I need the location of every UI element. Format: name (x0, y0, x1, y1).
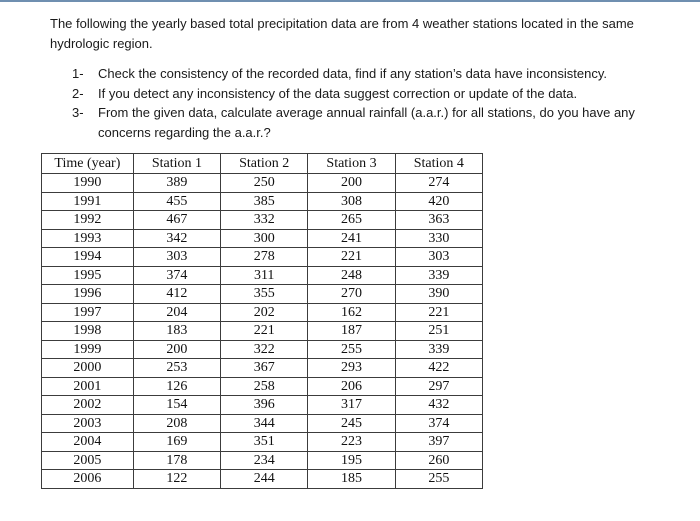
value-cell: 355 (221, 285, 308, 304)
value-cell: 293 (308, 359, 395, 378)
year-cell: 2001 (42, 377, 134, 396)
value-cell: 258 (221, 377, 308, 396)
value-cell: 241 (308, 229, 395, 248)
table-row (42, 248, 483, 267)
value-cell: 367 (221, 359, 308, 378)
question-text: If you detect any inconsistency of the data suggest correction or update of the data. (98, 85, 578, 101)
table-row (42, 470, 483, 489)
value-cell: 221 (395, 303, 482, 322)
year-cell: 1990 (42, 174, 134, 193)
value-cell: 122 (133, 470, 220, 489)
year-cell: 1992 (42, 211, 134, 230)
value-cell: 420 (395, 192, 482, 211)
value-cell: 204 (133, 303, 220, 322)
question-item (72, 84, 682, 104)
value-cell: 234 (221, 451, 308, 470)
value-cell: 154 (133, 396, 220, 415)
table-row (42, 192, 483, 211)
table-row (42, 303, 483, 322)
value-cell: 248 (308, 266, 395, 285)
value-cell: 270 (308, 285, 395, 304)
value-cell: 255 (395, 470, 482, 489)
value-cell: 374 (133, 266, 220, 285)
value-cell: 221 (221, 322, 308, 341)
value-cell: 390 (395, 285, 482, 304)
value-cell: 455 (133, 192, 220, 211)
year-cell: 2006 (42, 470, 134, 489)
year-cell: 1993 (42, 229, 134, 248)
header-cell: Station 1 (133, 154, 220, 174)
header-cell: Station 3 (308, 154, 395, 174)
value-cell: 245 (308, 414, 395, 433)
table-header-row (42, 154, 483, 174)
table-row (42, 211, 483, 230)
value-cell: 385 (221, 192, 308, 211)
year-cell: 2000 (42, 359, 134, 378)
year-cell: 2003 (42, 414, 134, 433)
value-cell: 244 (221, 470, 308, 489)
table-row (42, 340, 483, 359)
value-cell: 185 (308, 470, 395, 489)
value-cell: 389 (133, 174, 220, 193)
year-cell: 1995 (42, 266, 134, 285)
value-cell: 183 (133, 322, 220, 341)
value-cell: 206 (308, 377, 395, 396)
table-row (42, 229, 483, 248)
year-cell: 2004 (42, 433, 134, 452)
value-cell: 202 (221, 303, 308, 322)
header-cell: Time (year) (42, 154, 134, 174)
value-cell: 330 (395, 229, 482, 248)
table-row (42, 359, 483, 378)
table-row (42, 414, 483, 433)
table-row (42, 322, 483, 341)
value-cell: 374 (395, 414, 482, 433)
question-number: 1- (72, 66, 84, 81)
year-cell: 1991 (42, 192, 134, 211)
value-cell: 303 (133, 248, 220, 267)
year-cell: 1998 (42, 322, 134, 341)
value-cell: 265 (308, 211, 395, 230)
header-cell: Station 2 (221, 154, 308, 174)
value-cell: 250 (221, 174, 308, 193)
question-item (72, 103, 682, 142)
value-cell: 255 (308, 340, 395, 359)
value-cell: 303 (395, 248, 482, 267)
year-cell: 1997 (42, 303, 134, 322)
value-cell: 397 (395, 433, 482, 452)
value-cell: 351 (221, 433, 308, 452)
value-cell: 467 (133, 211, 220, 230)
value-cell: 342 (133, 229, 220, 248)
value-cell: 317 (308, 396, 395, 415)
value-cell: 253 (133, 359, 220, 378)
intro-paragraph: The following the yearly based total precipitation data are from 4 weather stations located in the same hydrologic region. (50, 16, 634, 51)
table-row (42, 451, 483, 470)
value-cell: 162 (308, 303, 395, 322)
table-row (42, 266, 483, 285)
year-cell: 1994 (42, 248, 134, 267)
year-cell: 2002 (42, 396, 134, 415)
value-cell: 126 (133, 377, 220, 396)
table-row (42, 285, 483, 304)
value-cell: 251 (395, 322, 482, 341)
value-cell: 297 (395, 377, 482, 396)
value-cell: 187 (308, 322, 395, 341)
value-cell: 422 (395, 359, 482, 378)
value-cell: 221 (308, 248, 395, 267)
top-border-line (0, 0, 700, 2)
value-cell: 208 (133, 414, 220, 433)
value-cell: 322 (221, 340, 308, 359)
value-cell: 308 (308, 192, 395, 211)
table-row (42, 377, 483, 396)
value-cell: 339 (395, 266, 482, 285)
value-cell: 332 (221, 211, 308, 230)
value-cell: 278 (221, 248, 308, 267)
year-cell: 2005 (42, 451, 134, 470)
table-body (42, 174, 483, 489)
value-cell: 195 (308, 451, 395, 470)
header-cell: Station 4 (395, 154, 482, 174)
question-number: 3- (72, 105, 84, 120)
question-list (72, 64, 682, 142)
value-cell: 432 (395, 396, 482, 415)
value-cell: 344 (221, 414, 308, 433)
question-text: Check the consistency of the recorded data, find if any station’s data have inconsistency. (98, 66, 607, 81)
value-cell: 339 (395, 340, 482, 359)
year-cell: 1999 (42, 340, 134, 359)
value-cell: 396 (221, 396, 308, 415)
table-row (42, 174, 483, 193)
value-cell: 260 (395, 451, 482, 470)
precipitation-table (41, 153, 483, 489)
value-cell: 200 (133, 340, 220, 359)
question-item (72, 64, 682, 84)
value-cell: 178 (133, 451, 220, 470)
value-cell: 274 (395, 174, 482, 193)
table-row (42, 396, 483, 415)
value-cell: 300 (221, 229, 308, 248)
value-cell: 363 (395, 211, 482, 230)
value-cell: 169 (133, 433, 220, 452)
year-cell: 1996 (42, 285, 134, 304)
question-text: From the given data, calculate average annual rainfall (a.a.r.) for all stations, do you have any concerns regarding the a.a.r.? (98, 105, 635, 140)
question-number: 2- (72, 85, 84, 101)
value-cell: 200 (308, 174, 395, 193)
table-row (42, 433, 483, 452)
value-cell: 311 (221, 266, 308, 285)
value-cell: 412 (133, 285, 220, 304)
value-cell: 223 (308, 433, 395, 452)
